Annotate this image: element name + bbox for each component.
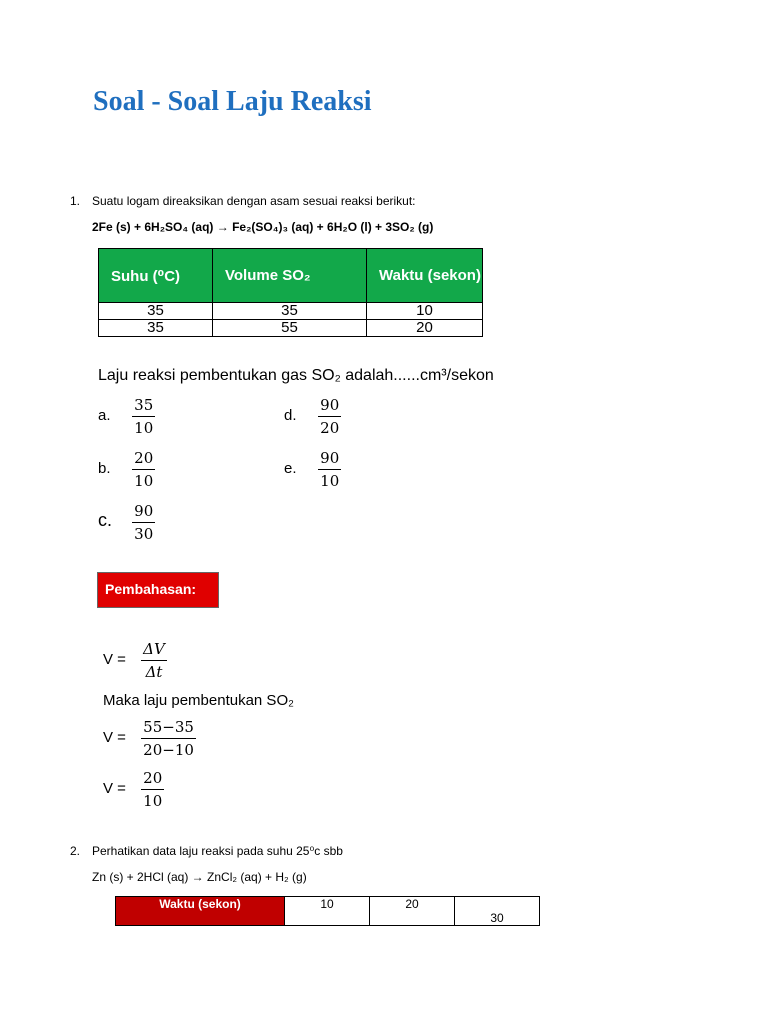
denominator: 10 xyxy=(134,472,154,490)
numerator: 35 xyxy=(132,396,155,417)
numerator: 90 xyxy=(132,502,155,523)
q1-number: 1. xyxy=(70,194,81,208)
q1-question: Laju reaksi pembentukan gas SO₂ adalah......cm³/sekon xyxy=(98,367,494,384)
q1-text: Suatu logam direaksikan dengan asam sesuai reaksi berikut: xyxy=(92,194,416,208)
option-b xyxy=(98,449,155,490)
option-a xyxy=(98,396,155,437)
option-c xyxy=(98,502,155,543)
v-label: V = xyxy=(103,651,126,669)
v-label: V = xyxy=(103,729,126,747)
header-suhu: Suhu (⁰C) xyxy=(99,249,213,303)
header-waktu: Waktu (sekon) xyxy=(367,249,483,303)
header-volume: Volume SO₂ xyxy=(213,249,367,303)
option-label: e. xyxy=(284,460,297,478)
table-cell: 35 xyxy=(99,303,213,320)
table-cell: 10 xyxy=(367,303,483,320)
option-label: d. xyxy=(284,407,297,425)
denominator: 10 xyxy=(320,472,340,490)
numerator: 20 xyxy=(141,769,164,790)
formula-result xyxy=(103,769,164,810)
formula-substitution xyxy=(103,718,196,759)
v-label: V = xyxy=(103,780,126,798)
option-e xyxy=(284,449,341,490)
table-cell: 55 xyxy=(213,320,367,337)
q2-number: 2. xyxy=(70,844,81,858)
denominator: Δt xyxy=(145,663,163,681)
table-cell: 30 xyxy=(455,897,540,926)
q1-reaction: 2Fe (s) + 6H₂SO₄ (aq) → Fe₂(SO₄)₃ (aq) + 6H₂O (l) + 3SO₂ (g) xyxy=(92,220,434,234)
option-label: c. xyxy=(98,510,113,531)
fraction xyxy=(318,396,341,437)
pembahasan-label: Pembahasan: xyxy=(97,572,219,608)
q2-reaction: Zn (s) + 2HCl (aq) → ZnCl₂ (aq) + H₂ (g) xyxy=(92,870,307,884)
denominator: 10 xyxy=(143,792,163,810)
q2-text: Perhatikan data laju reaksi pada suhu 25⁰c sbb xyxy=(92,844,343,858)
denominator: 10 xyxy=(134,419,154,437)
numerator: 90 xyxy=(318,396,341,417)
fraction xyxy=(132,396,155,437)
formula-rate xyxy=(103,640,167,681)
table-cell: 20 xyxy=(367,320,483,337)
numerator: 55−35 xyxy=(141,718,196,739)
fraction xyxy=(141,718,196,759)
denominator: 20 xyxy=(320,419,340,437)
fraction xyxy=(141,769,164,810)
denominator: 20−10 xyxy=(143,741,194,759)
maka-text: Maka laju pembentukan SO₂ xyxy=(103,692,294,709)
numerator: ΔV xyxy=(141,640,167,661)
table-row xyxy=(99,320,483,337)
table-row xyxy=(99,303,483,320)
fraction xyxy=(141,640,167,681)
table-cell: 20 xyxy=(370,897,455,926)
numerator: 90 xyxy=(318,449,341,470)
fraction xyxy=(132,449,155,490)
option-label: b. xyxy=(98,460,111,478)
q2-data-table xyxy=(115,896,540,926)
numerator: 20 xyxy=(132,449,155,470)
option-label: a. xyxy=(98,407,111,425)
table-cell: 35 xyxy=(99,320,213,337)
option-d xyxy=(284,396,341,437)
header-waktu: Waktu (sekon) xyxy=(116,897,285,926)
table-row xyxy=(116,897,540,926)
table-header-row xyxy=(99,249,483,303)
fraction xyxy=(132,502,155,543)
fraction xyxy=(318,449,341,490)
page-title: Soal - Soal Laju Reaksi xyxy=(93,86,372,117)
q1-data-table xyxy=(98,248,483,337)
denominator: 30 xyxy=(134,525,154,543)
table-cell: 10 xyxy=(285,897,370,926)
table-cell: 35 xyxy=(213,303,367,320)
